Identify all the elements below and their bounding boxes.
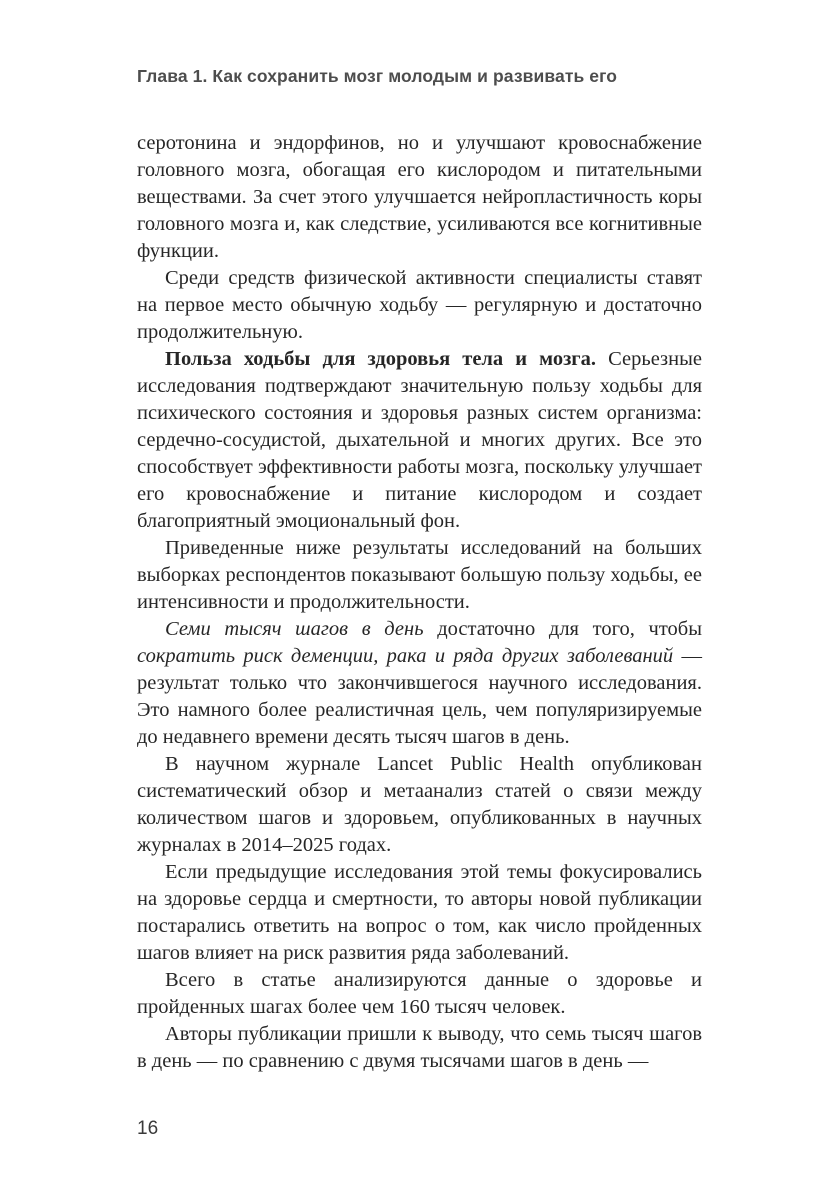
paragraph	[137, 265, 702, 346]
text-run: Польза ходьбы для здоровья тела и мозга.	[165, 348, 609, 370]
paragraph	[137, 130, 702, 265]
text-run: Авторы публикации пришли к выводу, что семь тысяч шагов в день — по сравнению с двумя тысячами шагов в день —	[137, 1023, 702, 1072]
text-run: серотонина и эндорфинов, но и улучшают кровоснабжение головного мозга, обогащая его кислородом и питательными веществами. За счет этого улучшается нейропластичность коры головного мозга и, как следствие, усиливаются все когнитивные функции.	[137, 132, 702, 262]
text-run: Приведенные ниже результаты исследований на больших выборках респондентов показывают большую пользу ходьбы, ее интенсивности и продолжительности.	[137, 537, 702, 613]
paragraph	[137, 967, 702, 1021]
paragraph	[137, 616, 702, 751]
text-run: Семи тысяч шагов в день	[165, 618, 438, 640]
running-head: Глава 1. Как сохранить мозг молодым и развивать его	[137, 66, 618, 86]
text-run: — результат только что закончившегося научного исследования. Это намного более реалистичная цель, чем популяризируемые до недавнего времени десять тысяч шагов в день.	[137, 645, 702, 748]
text-run: В научном журнале Lancet Public Health опубликован систематический обзор и метаанализ статей о связи между количеством шагов и здоровьем, опубликованных в научных журналах в 2014–2025 годах.	[137, 753, 702, 856]
text-run: Если предыдущие исследования этой темы фокусировались на здоровье сердца и смертности, то авторы новой публикации постарались ответить на вопрос о том, как число пройденных шагов влияет на риск развития ряда заболеваний.	[137, 861, 702, 964]
paragraph	[137, 1021, 702, 1075]
paragraph	[137, 346, 702, 535]
paragraph	[137, 535, 702, 616]
text-run: сократить риск деменции, рака и ряда других заболеваний	[137, 645, 674, 667]
text-run: Среди средств физической активности специалисты ставят на первое место обычную ходьбу — регулярную и достаточно продолжительную.	[137, 267, 702, 343]
text-run: Всего в статье анализируются данные о здоровье и пройденных шагах более чем 160 тысяч человек.	[137, 969, 702, 1018]
text-run: Серьезные исследования подтверждают значительную пользу ходьбы для психического состояния и здоровья разных систем организма: сердечно-сосудистой, дыхательной и многих других. Все это способствует эффективности работы мозга, поскольку улучшает его кровоснабжение и питание кислородом и создает благоприятный эмоциональный фон.	[137, 348, 702, 532]
text-run: достаточно для того, чтобы	[437, 618, 702, 640]
paragraph	[137, 859, 702, 967]
body-text	[137, 130, 702, 1075]
paragraph	[137, 751, 702, 859]
page-number: 16	[137, 1118, 159, 1139]
